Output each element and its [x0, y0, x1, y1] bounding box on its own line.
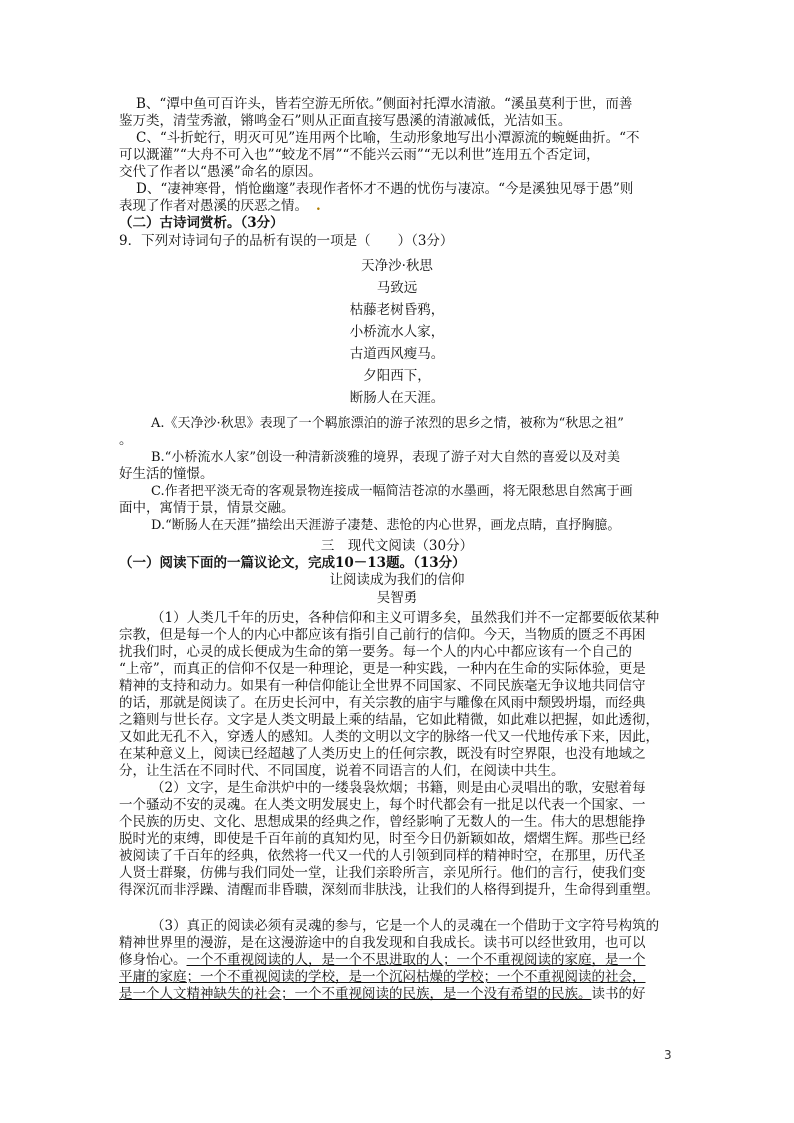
poem-line: 断肠人在天涯。 [349, 390, 445, 406]
q9-option-a-line1: A.《天净沙·秋思》表现了一个羁旅漂泊的游子浓烈的思乡之情，被称为“秋思之祖” [151, 416, 624, 431]
q8-option-c-line2: 可以溉灌”“大舟不可入也”“蛟龙不屑”“不能兴云雨”“无以利世”连用五个否定词， [119, 147, 600, 163]
essay-para3-underlined: 是一个人文精神缺失的社会；一个不重视阅读的民族，是一个没有希望的民族。 [119, 986, 592, 1002]
q9-option-c-line2: 面中，寓情于景，情景交融。 [119, 500, 295, 516]
essay-para1-line: 之籍则与世长存。文字是人类文明最上乘的结晶，它如此精微，如此难以把握，如此透彻， [119, 712, 659, 728]
poem-line: 小桥流水人家， [349, 324, 445, 340]
essay-para3-line: 精神世界里的漫游，是在这漫游途中的自我发现和自我成长。读书可以经世致用，也可以 [119, 935, 646, 951]
poem-line: 夕阳西下， [363, 368, 431, 384]
essay-para2-line: 人贤士群聚，仿佛与我们同处一堂，让我们亲聆所言，亲见所行。他们的言行，使我们变 [119, 865, 646, 881]
question-9: 9．下列对诗词句子的品析有误的一项是（ ）（3分） [119, 233, 454, 249]
page-number: 3 [664, 1048, 672, 1062]
essay-para3-plain: 修身怡心。 [119, 952, 187, 968]
essay-para3-underlined-line: 平庸的家庭；一个不重视阅读的学校，是一个沉闷枯燥的学校；一个不重视阅读的社会， [119, 969, 646, 985]
q9-option-b-line2: 好生活的憧憬。 [119, 466, 214, 482]
essay-para2-line: 一个骚动不安的灵魂。在人类文明发展史上，每个时代都会有一批足以代表一个国家、一 [119, 797, 646, 813]
essay-author: 吴智勇 [376, 590, 418, 606]
q8-option-d-line2-text: 表现了作者对愚溪的厌恶之情。 [119, 198, 308, 214]
subsection1-heading: （一）阅读下面的一篇议论文，完成10－13题。（13分） [119, 555, 466, 571]
essay-para1-line: 在某种意义上，阅读已经超越了人类历史上的任何宗教，既没有时空界限，也没有地域之 [119, 746, 646, 762]
essay-para3-line [119, 986, 646, 1003]
q8-option-b-line1: B、“潭中鱼可百许头，皆若空游无所依。”侧面衬托潭水清澈。“溪虽莫利于世，而善 [136, 96, 633, 112]
essay-para1-line: （1）人类几千年的历史，各种信仰和主义可谓多矣，虽然我们并不一定都要皈依某种 [151, 610, 660, 626]
essay-para2-line: 得深沉而非浮躁、清醒而非昏聩，深刻而非肤浅，让我们的人格得到提升，生命得到重塑。 [119, 882, 659, 898]
essay-para1-line: “上帝”，而真正的信仰不仅是一种理论，更是一种实践，一种内在生命的实际体验，更是 [119, 661, 646, 677]
essay-para1-line: 宗教，但是每一个人的内心中都应该有指引自己前行的信仰。今天，当物质的匮乏不再困 [119, 627, 646, 643]
q9-option-a-line2: 。 [119, 432, 133, 448]
q9-option-b-line1: B.“小桥流水人家”创设一种清新淡雅的境界，表现了游子对大自然的喜爱以及对美 [151, 450, 620, 465]
essay-para2-line: 被阅读了千百年的经典，依然将一代又一代的人引领到同样的精神时空，在那里，历代圣 [119, 848, 646, 864]
q8-option-c-line1: C、“斗折蛇行，明灭可见”连用两个比喻，生动形象地写出小潭源流的蜿蜒曲折。“不 [136, 130, 640, 146]
poem-author: 马致远 [376, 280, 418, 296]
q8-option-d-line1: D、“凄神寒骨，悄怆幽邃”表现作者怀才不遇的忧伤与凄凉。“今是溪独见辱于愚”则 [136, 181, 634, 197]
q8-option-d-line2 [119, 198, 321, 215]
essay-para1-line: 扰我们时，心灵的成长便成为生命的第一要务。每一个人的内心中都应该有一个自己的 [119, 644, 632, 660]
essay-para1-line: 分，让生活在不同时代、不同国度，说着不同语言的人们，在阅读中共生。 [119, 763, 565, 779]
section3-title: 三 现代文阅读（30分） [320, 538, 474, 554]
q8-option-b-line2: 鉴万类，清莹秀澈，锵鸣金石”则从正面直接写愚溪的清澈减低，光洁如玉。 [119, 113, 572, 129]
essay-para3-underlined: 一个不重视阅读的人，是一个不思进取的人；一个不重视阅读的家庭，是一个 [186, 952, 646, 968]
section-poetry-heading: （二）古诗词赏析。（3分） [119, 215, 284, 231]
q9-option-c-line1: C.作者把平淡无奇的客观景物连接成一幅简洁苍凉的水墨画，将无限愁思自然寓于画 [151, 484, 633, 499]
poem-line: 枯藤老树昏鸦， [349, 302, 445, 318]
poem-line: 古道西风瘦马。 [349, 346, 445, 362]
essay-para3-line [119, 952, 646, 969]
essay-para2-line: 脱时光的束缚，即使是千百年前的真知灼见，时至今日仍新颖如故，熠熠生辉。那些已经 [119, 831, 646, 847]
essay-para2-line: 个民族的历史、文化、思想成果的经典之作，曾经影响了无数人的一生。伟大的思想能挣 [119, 814, 646, 830]
q9-option-d: D.“断肠人在天涯”描绘出天涯游子凄楚、悲怆的内心世界，画龙点睛，直抒胸臆。 [151, 518, 621, 533]
essay-para1-line: 的话，那就是阅读了。在历史长河中，有关宗教的庙宇与雕像在风雨中颓毁坍塌，而经典 [119, 695, 646, 711]
essay-para3-tail: 读书的好 [591, 986, 646, 1002]
essay-para1-line: 又如此无孔不入，穿透人的感知。人类的文明以文字的脉络一代又一代地传承下来，因此， [119, 729, 659, 745]
marker-dot: . [316, 198, 321, 214]
essay-para2-line: （2）文字，是生命洪炉中的一缕袅袅炊烟；书籍，则是由心灵唱出的歌，安慰着每 [151, 780, 646, 796]
q8-option-c-line3: 交代了作者以“愚溪”命名的原因。 [119, 164, 322, 180]
poem-title: 天净沙·秋思 [361, 258, 433, 274]
essay-para1-line: 精神的支持和动力。如果有一种信仰能让全世界不同国家、不同民族毫无争议地共同信守 [119, 678, 646, 694]
essay-para3-line: （3）真正的阅读必须有灵魂的参与，它是一个人的灵魂在一个借助于文字符号构筑的 [151, 918, 660, 934]
essay-title: 让阅读成为我们的信仰 [329, 572, 465, 588]
